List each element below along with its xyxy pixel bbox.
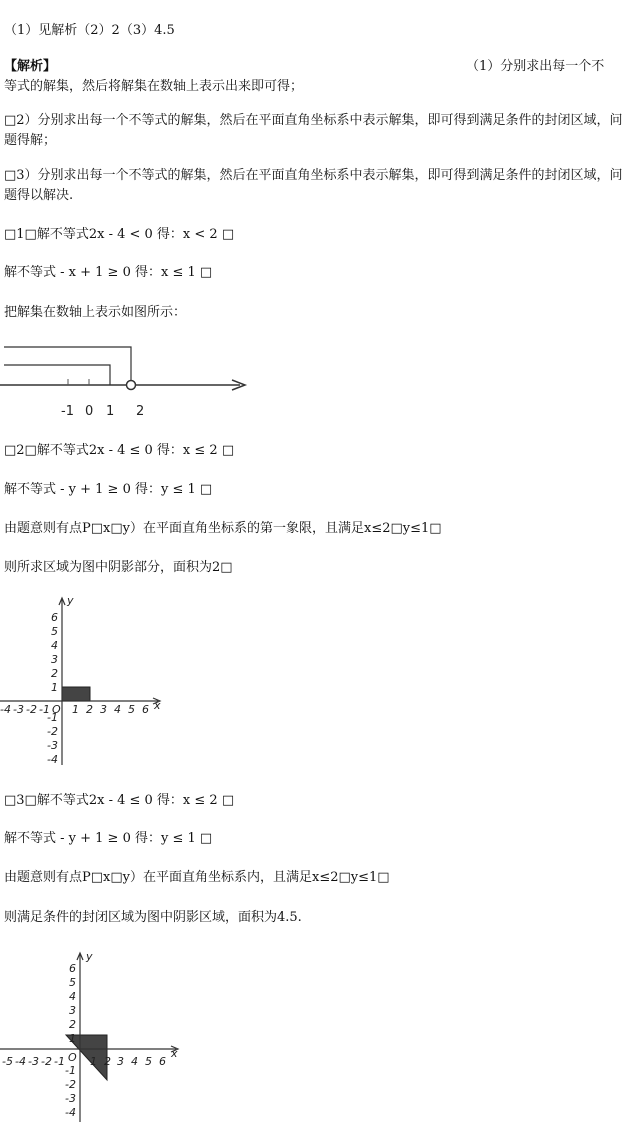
y-axis-label: y [86, 950, 93, 963]
answer-line: （1）见解析（2）2（3）4.5 [4, 23, 175, 38]
y-tick-label: 4 [51, 639, 58, 652]
y-tick-label: 2 [51, 667, 58, 680]
y-tick-label: -4 [47, 753, 58, 766]
x-tick-label: 6 [159, 1055, 166, 1068]
part1-line1: □1□解不等式2x - 4 < 0 得：x < 2 □ [4, 227, 235, 242]
x-tick-label: 2 [104, 1055, 111, 1068]
y-tick-label: 3 [69, 1004, 76, 1017]
part2-line1: □2□解不等式2x - 4 ≤ 0 得：x ≤ 2 □ [4, 443, 235, 458]
part1-line2: 解不等式 - x + 1 ≥ 0 得：x ≤ 1 □ [4, 265, 213, 280]
number-line-figure [0, 335, 260, 425]
y-tick-label: 5 [69, 976, 76, 989]
x-tick-label: -1 [39, 703, 50, 716]
y-tick-label: -4 [65, 1106, 76, 1119]
x-tick-label: 6 [142, 703, 149, 716]
numberline-label-neg1: -1 [61, 404, 74, 419]
numberline-label-2: 2 [136, 404, 145, 419]
numberline-label-0: 0 [85, 404, 94, 419]
y-tick-label: 6 [69, 962, 76, 975]
y-tick-label: -1 [65, 1064, 76, 1077]
x-tick-label: 1 [90, 1055, 97, 1068]
analysis-intro-right: （1）分别求出每一个不 [466, 59, 605, 74]
analysis-paragraph-3: □3）分别求出每一个不等式的解集，然后在平面直角坐标系中表示解集，即可得到满足条件的封闭区域，问题得以解决. [4, 168, 623, 203]
analysis-title: 【解析】 [4, 59, 57, 74]
x-axis-label: x [171, 1047, 178, 1060]
x-tick-label: 4 [131, 1055, 138, 1068]
y-tick-label: 5 [51, 625, 58, 638]
y-tick-label: -2 [65, 1078, 76, 1091]
part3-line2: 解不等式 - y + 1 ≥ 0 得：y ≤ 1 □ [4, 831, 213, 846]
part3-line1: □3□解不等式2x - 4 ≤ 0 得：x ≤ 2 □ [4, 793, 235, 808]
y-tick-label: 1 [69, 1032, 76, 1045]
x-tick-label: 1 [72, 703, 79, 716]
part2-line2: 解不等式 - y + 1 ≥ 0 得：y ≤ 1 □ [4, 482, 213, 497]
open-circle-at-2 [127, 381, 136, 390]
y-tick-label: 6 [51, 611, 58, 624]
coordinate-graph-part2 [0, 595, 180, 775]
y-tick-label: -3 [47, 739, 58, 752]
y-tick-label: 2 [69, 1018, 76, 1031]
numberline-label-1: 1 [106, 404, 115, 419]
x-tick-label: -3 [28, 1055, 39, 1068]
part1-line3: 把解集在数轴上表示如图所示： [4, 305, 187, 320]
x-tick-label: -3 [13, 703, 24, 716]
part2-line3: 由题意则有点P□x□y）在平面直角坐标系的第一象限，且满足x≤2□y≤1□ [4, 521, 442, 536]
y-axis-label: y [67, 594, 74, 607]
x-tick-label: -2 [41, 1055, 52, 1068]
x-tick-label: -2 [26, 703, 37, 716]
x-tick-label: -4 [0, 703, 11, 716]
origin-label: O [68, 1051, 77, 1064]
y-tick-label: -3 [65, 1092, 76, 1105]
x-axis-label: x [154, 699, 161, 712]
x-tick-label: -1 [54, 1055, 65, 1068]
x-tick-label: 4 [114, 703, 121, 716]
x-tick-label: 5 [145, 1055, 152, 1068]
origin-label: O [52, 703, 61, 716]
y-tick-labels [47, 594, 74, 766]
y-tick-label: 1 [51, 681, 58, 694]
analysis-intro-continued: 等式的解集，然后将解集在数轴上表示出来即可得； [4, 79, 304, 94]
analysis-paragraph-2: □2）分别求出每一个不等式的解集，然后在平面直角坐标系中表示解集，即可得到满足条件的封闭区域，问题得解； [4, 113, 623, 148]
x-tick-label: 2 [86, 703, 93, 716]
x-tick-label: 3 [100, 703, 107, 716]
y-tick-label: 4 [69, 990, 76, 1003]
y-tick-label: 3 [51, 653, 58, 666]
x-tick-label: -4 [15, 1055, 26, 1068]
shaded-region-rectangle [62, 687, 90, 701]
y-tick-label: -2 [47, 725, 58, 738]
part2-line4: 则所求区域为图中阴影部分，面积为2□ [4, 560, 233, 575]
y-tick-label: -1 [47, 711, 58, 724]
coordinate-graph-part3 [0, 950, 190, 1130]
solution-bracket-x-le-1 [4, 365, 110, 385]
part3-line4: 则满足条件的封闭区域为图中阴影区域，面积为4.5. [4, 910, 302, 925]
x-tick-label: 5 [128, 703, 135, 716]
x-tick-label: 3 [117, 1055, 124, 1068]
x-tick-label: -5 [2, 1055, 13, 1068]
part3-line3: 由题意则有点P□x□y）在平面直角坐标系内，且满足x≤2□y≤1□ [4, 870, 390, 885]
solution-bracket-x-lt-2 [4, 347, 131, 380]
